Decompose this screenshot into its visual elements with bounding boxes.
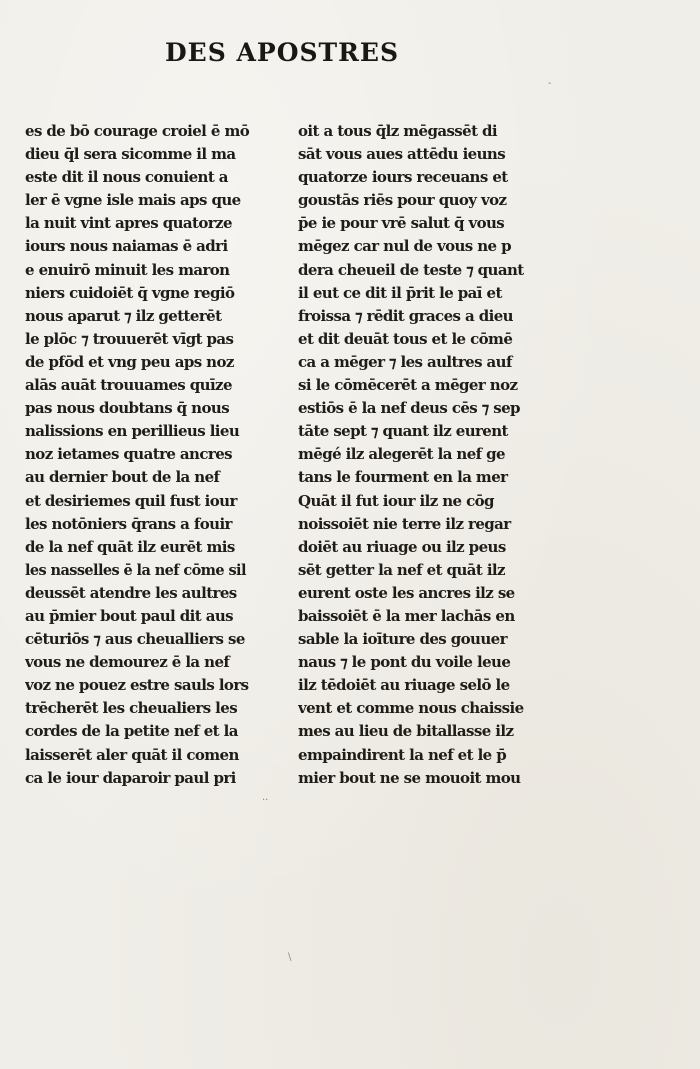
right-column-line: Quāt il fut iour ilz ne cōg [298, 491, 494, 510]
left-column-line: voz ne pouez estre sauls lors [25, 676, 249, 695]
right-column-line: tāte sept ⁊ quant ilz eurent [298, 422, 508, 441]
right-column-line: ilz tēdoiēt au riuage selō le [298, 676, 510, 695]
right-column-line: ca a mēger ⁊ les aultres auf [298, 352, 512, 371]
right-column-line: p̄e ie pour vrē salut q̄ vous [298, 214, 505, 233]
right-column-line: mier bout ne se mouoit mou [298, 768, 521, 787]
left-column-line: les notōniers q̄rans a fouir [25, 514, 232, 533]
left-column-line: nalissions en perillieus lieu [25, 422, 240, 441]
right-column-line: sēt getter la nef et quāt ilz [298, 560, 505, 579]
left-column-line: cēturiōs ⁊ aus cheualliers se [25, 630, 245, 649]
left-column-line: cordes de la petite nef et la [25, 722, 238, 741]
left-column-line: e enuirō minuit les maron [25, 260, 230, 279]
left-column-line: la nuit vint apres quatorze [25, 214, 232, 233]
right-column-line: mes au lieu de bitallasse ilz [298, 722, 514, 741]
left-column-line: noz ietames quatre ancres [25, 445, 232, 464]
paper-speck: - [548, 78, 552, 89]
right-column-line: quatorze iours receuans et [298, 168, 508, 187]
left-column-line: dieu q̄l sera sicomme il ma [25, 145, 236, 164]
left-column-line: deussēt atendre les aultres [25, 583, 237, 602]
right-column-line: vent et comme nous chaissie [298, 699, 524, 718]
left-text-column [25, 120, 253, 790]
left-column-line: ler ē vgne isle mais aps que [25, 191, 241, 210]
right-column-line: il eut ce dit il p̄rit le paī et [298, 283, 502, 302]
right-column-line: oit a tous q̄lz mēgassēt di [298, 122, 498, 140]
left-column-line: es de bō courage croiel ē mō [25, 122, 250, 140]
left-column-line: trēcherēt les cheualiers les [25, 699, 238, 718]
right-column-line: et dit deuāt tous et le cōmē [298, 329, 513, 348]
right-column-line: mēgé ilz alegerēt la nef ge [298, 445, 505, 464]
left-column-line: ca le iour daparoir paul pri [25, 768, 236, 787]
right-column-line: si le cōmēcerēt a mēger noz [298, 376, 518, 395]
right-column-line: estiōs ē la nef deus cēs ⁊ sep [298, 399, 520, 418]
right-column-line: empaindirent la nef et le p̄ [298, 745, 507, 764]
right-column-line: noissoiēt nie terre ilz regar [298, 514, 511, 533]
left-column-line: niers cuidoiēt q̄ vgne regiō [25, 283, 235, 302]
left-column-line: este dit il nous conuient a [25, 168, 228, 187]
right-column-line: sable la ioīture des gouuer [298, 630, 507, 649]
left-column-line: au dernier bout de la nef [25, 468, 220, 487]
left-column-line: pas nous doubtans q̄ nous [25, 399, 230, 418]
left-column-line: de la nef quāt ilz eurēt mis [25, 537, 235, 556]
left-column-line: de pfōd et vng peu aps noz [25, 352, 234, 371]
left-column-line: laisserēt aler quāt il comen [25, 745, 239, 764]
left-column-line: les nasselles ē la nef cōme sil [25, 561, 246, 579]
right-column-line: naus ⁊ le pont du voile leue [298, 653, 511, 672]
right-column-line: mēgez car nul de vous ne p [298, 237, 512, 256]
paper-speck: \ [288, 952, 292, 963]
right-column-line: goustās riēs pour quoy voz [298, 191, 507, 210]
left-column-line: vous ne demourez ē la nef [25, 653, 230, 672]
left-column-line: iours nous naiamas ē adri [25, 237, 228, 256]
left-column-line: le plōc ⁊ trouuerēt vīgt pas [25, 329, 234, 348]
right-column-line: dera cheueil de teste ⁊ quant [298, 260, 524, 279]
left-column-line: et desiriemes quil fust iour [25, 491, 237, 510]
right-column-line: eurent oste les ancres ilz se [298, 583, 515, 602]
right-text-column [298, 120, 524, 790]
left-column-line: alās auāt trouuames quīze [25, 376, 232, 395]
right-column-line: tans le fourment en la mer [298, 468, 508, 487]
right-column-line: baissoiēt ē la mer lachās en [298, 606, 515, 625]
left-column-line: au p̄mier bout paul dit aus [25, 606, 233, 625]
right-column-line: doiēt au riuage ou ilz peus [298, 537, 506, 556]
paper-speck: ·· [262, 795, 269, 806]
right-column-line: sāt vous aues attēdu ieuns [298, 145, 506, 164]
left-column-line: nous aparut ⁊ ilz getterēt [25, 306, 222, 325]
right-column-line: froissa ⁊ rēdit graces a dieu [298, 306, 513, 325]
running-head: DES APOSTRES [165, 38, 400, 67]
